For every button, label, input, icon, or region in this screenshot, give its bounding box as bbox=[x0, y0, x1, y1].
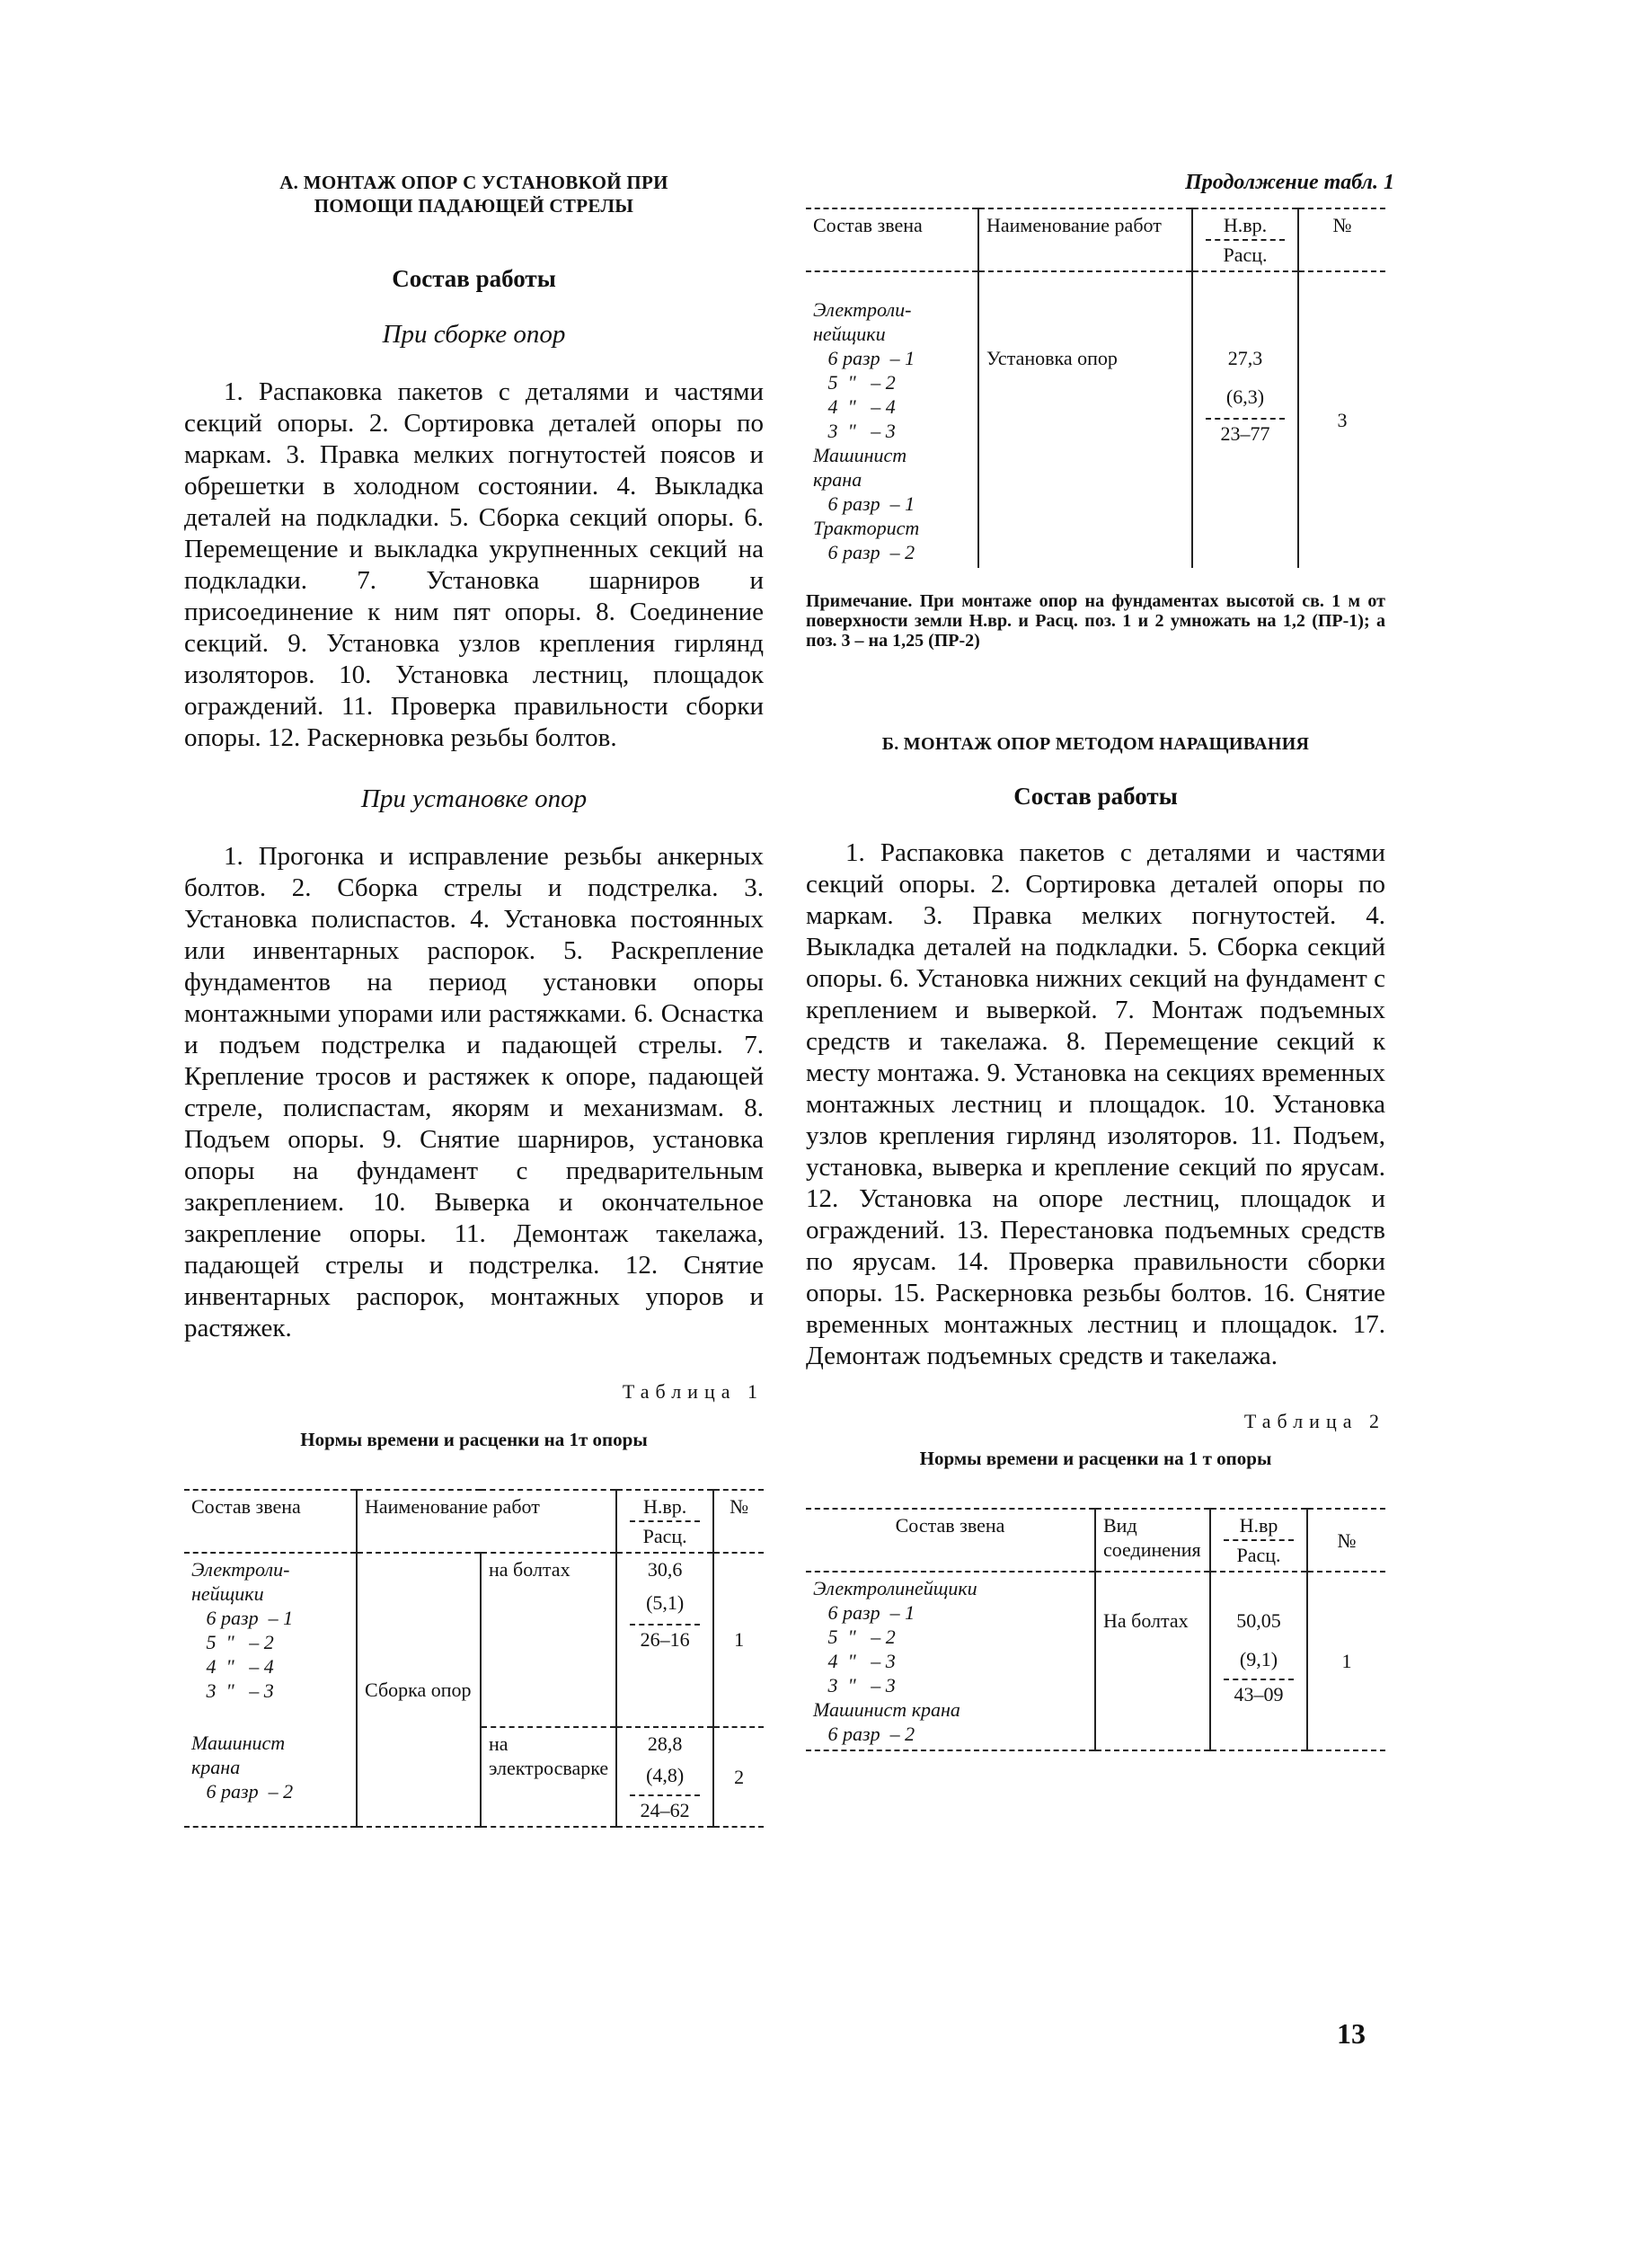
t2-header-norm bbox=[1210, 1509, 1307, 1572]
t1-r2-paren: (4,8) bbox=[646, 1763, 685, 1786]
t1-header-norm bbox=[616, 1490, 713, 1553]
t2-nvr: 50,05 bbox=[1236, 1609, 1281, 1632]
t1-sub-welding: на электросварке bbox=[481, 1727, 616, 1827]
table2-label: Таблица 2 bbox=[1243, 1410, 1385, 1432]
table1 bbox=[184, 1489, 764, 1828]
tc-header-divider bbox=[1206, 239, 1285, 241]
tc-no: 3 bbox=[1298, 271, 1385, 568]
t1-crew-crane: Машинист крана 6 разр – 2 bbox=[191, 1731, 294, 1803]
page-number: 13 bbox=[1337, 2017, 1366, 2050]
table2-title: Нормы времени и расценки на 1 т опоры bbox=[919, 1448, 1272, 1469]
work-composition-title: Состав работы bbox=[392, 264, 556, 292]
t1-header-name: Наименование работ bbox=[357, 1490, 616, 1553]
t2-paren: (9,1) bbox=[1239, 1648, 1278, 1670]
t1-r1-paren: (5,1) bbox=[646, 1590, 685, 1614]
t2-crew: Электролинейщики 6 разр – 1 5 " – 2 4 " – 3 3 " – 3 Машинист крана 6 разр – 2 bbox=[813, 1577, 977, 1745]
t1-crew-electricians: Электроли- нейщики 6 разр – 1 5 " – 2 4 " – 4 3 " – 3 bbox=[191, 1557, 294, 1702]
t1-header-crew: Состав звена bbox=[184, 1490, 357, 1553]
t1-header-nvr: Н.вр. bbox=[643, 1494, 687, 1518]
tc-rasc: 23–77 bbox=[1220, 422, 1270, 445]
t1-r1-rasc: 26–16 bbox=[640, 1627, 690, 1651]
table1-continuation bbox=[806, 208, 1385, 568]
t1-r2-norm bbox=[616, 1727, 713, 1827]
method-b-paragraph: 1. Распаковка пакетов с деталями и частями секций опоры. 2. Сортировка деталей опоры по маркам. 3. Правка мелких погнутостей. 4. Выкладка деталей на подкладки. 5. Сборка секций опоры. 6. Установка нижних секций на фундамент с креплением и выверкой. 7. Монтаж подъемных средств и такелажа. 8. Перемещение секций к месту монтажа. 9. Установка на секциях временных монтажных лестниц и площадок. 10. Установка узлов крепления гирлянд изоляторов. 11. Подъем, установка, выверка и крепление секций по ярусам. 12. Установка на опоре лестниц, площадок и ограждений. 13. Перестановка подъемных средств по ярусам. 14. Проверка правильности сборки опоры. 15. Раскерновка резьбы болтов. 16. Снятие временных монтажных лестниц и площадок. 17. Демонтаж подъемных средств и такелажа. bbox=[806, 838, 1385, 1370]
t1-header-no: № bbox=[713, 1490, 764, 1553]
t1-r2-divider bbox=[630, 1794, 700, 1796]
tc-paren: (6,3) bbox=[1225, 385, 1265, 408]
section-b-heading: Б. МОНТАЖ ОПОР МЕТОДОМ НАРАЩИВАНИЯ bbox=[881, 734, 1310, 754]
section-a-heading: А. МОНТАЖ ОПОР С УСТАНОВКОЙ ПРИ ПОМОЩИ ПАДАЮЩЕЙ СТРЕЛЫ bbox=[279, 172, 668, 217]
tc-norm bbox=[1192, 271, 1298, 568]
t2-divider bbox=[1224, 1679, 1294, 1680]
tc-divider bbox=[1206, 418, 1285, 420]
tc-header-norm bbox=[1192, 208, 1298, 271]
t1-r2-nvr: 28,8 bbox=[647, 1732, 683, 1755]
tc-header-no: № bbox=[1298, 208, 1385, 271]
installation-subtitle: При установке опор bbox=[360, 784, 588, 813]
tc-work-name: Установка опор bbox=[978, 271, 1192, 568]
right-column bbox=[806, 171, 1394, 1751]
tc-header-nvr: Н.вр. bbox=[1223, 214, 1268, 236]
left-column bbox=[184, 171, 764, 1828]
continuation-label: Продолжение табл. 1 bbox=[1185, 171, 1394, 194]
t1-r2-rasc: 24–62 bbox=[640, 1798, 690, 1821]
t1-sub-bolts: на болтах bbox=[481, 1553, 616, 1727]
t2-type: На болтах bbox=[1095, 1572, 1210, 1750]
table2 bbox=[806, 1508, 1385, 1751]
tc-crew: Электроли- нейщики 6 разр – 1 5 " – 2 4 " – 4 3 " – 3 Машинист крана 6 разр – 1 Тракторист 6 разр – 2 bbox=[813, 298, 920, 563]
installation-paragraph: 1. Прогонка и исправление резьбы анкерных болтов. 2. Сборка стрелы и подстрелка. 3. Установка полиспастов. 4. Установка постоянных или инвентарных распорок. 5. Раскрепление фундаментов на период установки опоры монтажными упорами или растяжками. 6. Оснастка и подъем подстрелка и падающей стрелы. 7. Крепление тросов и растяжек к опоре, падающей стреле, полиспастам, якорям и механизмам. 8. Подъем опоры. 9. Снятие шарниров, установка опоры на фундамент с предварительным закреплением. 10. Выверка и окончательное закрепление опоры. 11. Демонтаж такелажа, падающей стрелы и подстрелка. 12. Снятие инвентарных распорок, монтажных упоров и растяжек. bbox=[184, 841, 764, 1342]
t2-header-no: № bbox=[1307, 1509, 1385, 1572]
t1-r2-no: 2 bbox=[713, 1727, 764, 1827]
t2-no: 1 bbox=[1307, 1572, 1385, 1750]
work-composition-title-b: Состав работы bbox=[1013, 783, 1178, 810]
t2-norm bbox=[1210, 1572, 1307, 1750]
t2-header-divider bbox=[1224, 1539, 1294, 1541]
t1-r1-divider bbox=[630, 1624, 700, 1626]
table-note: Примечание. При монтаже опор на фундаментах высотой св. 1 м от поверхности земли Н.вр. и Расц. поз. 1 и 2 умножать на 1,2 (ПР-1); а поз. 3 – на 1,25 (ПР-2) bbox=[806, 591, 1385, 651]
t1-r1-norm bbox=[616, 1553, 713, 1727]
t2-header-crew: Состав звена bbox=[806, 1509, 1095, 1572]
t1-header-divider bbox=[630, 1520, 700, 1522]
t1-work-name: Сборка опор bbox=[357, 1553, 481, 1827]
t2-rasc: 43–09 bbox=[1234, 1683, 1284, 1705]
t2-header-nvr: Н.вр bbox=[1239, 1514, 1278, 1537]
t2-header-rasc: Расц. bbox=[1236, 1544, 1281, 1566]
tc-nvr: 27,3 bbox=[1227, 347, 1263, 369]
tc-header-name: Наименование работ bbox=[978, 208, 1192, 271]
t1-header-rasc: Расц. bbox=[642, 1524, 687, 1547]
assembly-subtitle: При сборке опор bbox=[382, 319, 566, 349]
tc-header-rasc: Расц. bbox=[1223, 244, 1268, 266]
t2-header-type: Вид соединения bbox=[1095, 1509, 1210, 1572]
table1-label: Таблица 1 bbox=[622, 1379, 764, 1403]
table1-title: Нормы времени и расценки на 1т опоры bbox=[300, 1428, 648, 1450]
tc-header-crew: Состав звена bbox=[806, 208, 978, 271]
t1-r1-no: 1 bbox=[713, 1553, 764, 1727]
t1-r1-nvr: 30,6 bbox=[647, 1557, 683, 1581]
assembly-paragraph: 1. Распаковка пакетов с деталями и частями секций опоры. 2. Сортировка деталей опоры по маркам. 3. Правка мелких погнутостей поясов и обрешетки в холодном состоянии. 4. Выкладка деталей на подкладки. 5. Сборка секций опоры. 6. Перемещение и выкладка укрупненных секций на подкладки. 7. Установка шарниров и присоединение к ним пят опоры. 8. Соединение секций. 9. Установка узлов крепления гирлянд изоляторов. 10. Установка лестниц, площадок ограждений. 11. Проверка правильности сборки опоры. 12. Раскерновка резьбы болтов. bbox=[184, 377, 764, 752]
